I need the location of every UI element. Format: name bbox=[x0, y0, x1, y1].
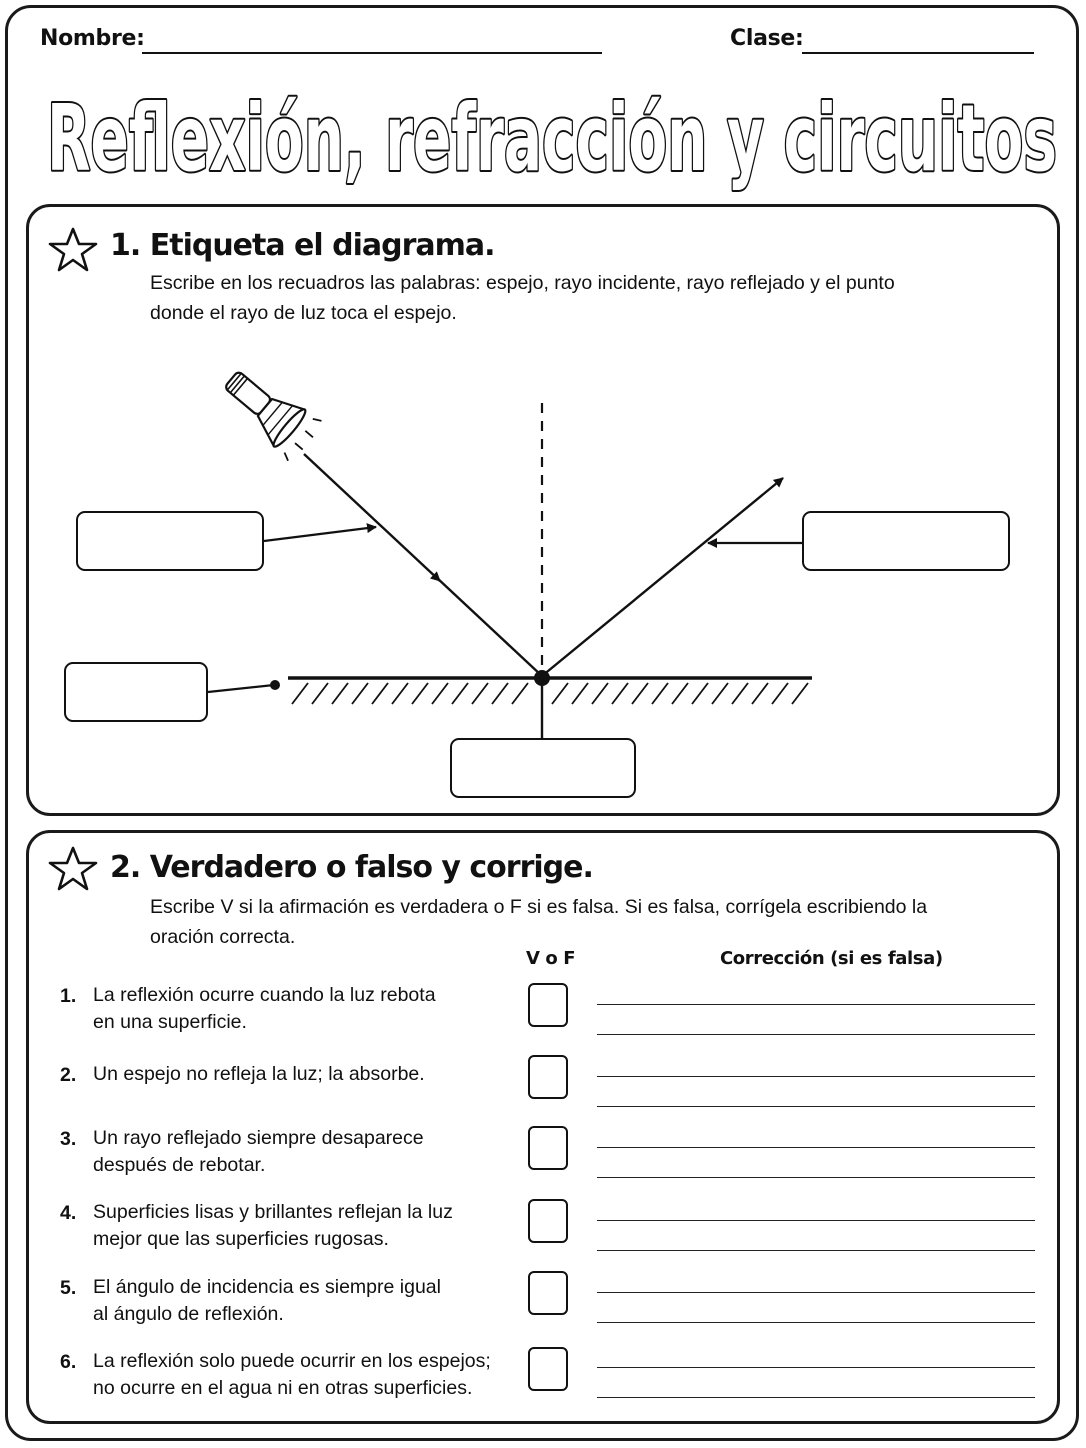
section1-instructions-line2: donde el rayo de luz toca el espejo. bbox=[150, 302, 457, 324]
question-line: Un espejo no refleja la luz; la absorbe. bbox=[93, 1063, 425, 1085]
correction-line[interactable] bbox=[597, 1220, 1035, 1221]
name-label: Nombre: bbox=[40, 26, 145, 51]
section2-heading: Verdadero o falso y corrige. bbox=[149, 850, 593, 885]
question-line: Superficies lisas y brillantes reflejan la luz bbox=[93, 1201, 453, 1223]
question-line: La reflexión ocurre cuando la luz rebota bbox=[93, 984, 436, 1006]
correction-line[interactable] bbox=[597, 1147, 1035, 1148]
star-outline-icon bbox=[47, 845, 99, 891]
class-label: Clase: bbox=[730, 26, 804, 51]
section1-number: 1. bbox=[110, 228, 141, 263]
vf-checkbox[interactable] bbox=[528, 1271, 568, 1315]
mirror-label-pointer bbox=[208, 685, 274, 692]
incident-ray bbox=[304, 454, 440, 581]
question-line: mejor que las superficies rugosas. bbox=[93, 1228, 389, 1250]
question-text bbox=[93, 1199, 513, 1253]
question-line: en una superficie. bbox=[93, 1011, 247, 1033]
incident-label-pointer bbox=[264, 527, 376, 541]
question-line: al ángulo de reflexión. bbox=[93, 1303, 284, 1325]
flashlight-icon bbox=[215, 359, 325, 463]
worksheet-title-text: Reflexión, refracción y circuitos bbox=[47, 85, 1057, 192]
question-number: 5. bbox=[60, 1277, 77, 1299]
question-number: 3. bbox=[60, 1128, 77, 1150]
question-number: 2. bbox=[60, 1064, 77, 1086]
label-box-incident-ray[interactable] bbox=[76, 511, 264, 571]
question-number: 4. bbox=[60, 1202, 77, 1224]
question-line: La reflexión solo puede ocurrir en los espejos; bbox=[93, 1350, 491, 1372]
question-line: no ocurre en el agua ni en otras superficies. bbox=[93, 1377, 473, 1399]
section1-instructions-line1: Escribe en los recuadros las palabras: espejo, rayo incidente, rayo reflejado y el punto bbox=[150, 272, 895, 294]
question-number: 6. bbox=[60, 1351, 77, 1373]
section2-number: 2. bbox=[110, 850, 141, 885]
label-box-reflected-ray[interactable] bbox=[802, 511, 1010, 571]
mirror-hatching bbox=[292, 683, 808, 704]
section2-instructions-line1: Escribe V si la afirmación es verdadera o F si es falsa. Si es falsa, corrígela escribiendo la bbox=[150, 896, 928, 918]
vf-checkbox[interactable] bbox=[528, 983, 568, 1027]
question-text bbox=[93, 1274, 513, 1328]
question-text bbox=[93, 1061, 513, 1088]
correction-line[interactable] bbox=[597, 1322, 1035, 1323]
correction-line[interactable] bbox=[597, 1250, 1035, 1251]
question-text bbox=[93, 1348, 513, 1402]
question-text bbox=[93, 982, 513, 1036]
vf-checkbox[interactable] bbox=[528, 1199, 568, 1243]
vf-column-header: V o F bbox=[526, 948, 576, 969]
correction-line[interactable] bbox=[597, 1106, 1035, 1107]
question-line: después de rebotar. bbox=[93, 1154, 266, 1176]
correction-line[interactable] bbox=[597, 1177, 1035, 1178]
question-text bbox=[93, 1125, 513, 1179]
correction-line[interactable] bbox=[597, 1004, 1035, 1005]
question-line: El ángulo de incidencia es siempre igual bbox=[93, 1276, 441, 1298]
section1-heading: Etiqueta el diagrama. bbox=[149, 228, 495, 263]
label-box-mirror[interactable] bbox=[64, 662, 208, 722]
correction-line[interactable] bbox=[597, 1076, 1035, 1077]
correction-column-header: Corrección (si es falsa) bbox=[720, 948, 943, 969]
reflected-ray bbox=[542, 478, 783, 676]
section2-title bbox=[110, 850, 593, 885]
section2-instructions bbox=[150, 892, 950, 952]
question-line: Un rayo reflejado siempre desaparece bbox=[93, 1127, 424, 1149]
vf-checkbox[interactable] bbox=[528, 1347, 568, 1391]
section2-instructions-line2: oración correcta. bbox=[150, 926, 296, 948]
correction-line[interactable] bbox=[597, 1397, 1035, 1398]
correction-line[interactable] bbox=[597, 1292, 1035, 1293]
correction-line[interactable] bbox=[597, 1034, 1035, 1035]
vf-checkbox[interactable] bbox=[528, 1126, 568, 1170]
question-number: 1. bbox=[60, 985, 77, 1007]
vf-checkbox[interactable] bbox=[528, 1055, 568, 1099]
correction-line[interactable] bbox=[597, 1367, 1035, 1368]
label-box-point[interactable] bbox=[450, 738, 636, 798]
